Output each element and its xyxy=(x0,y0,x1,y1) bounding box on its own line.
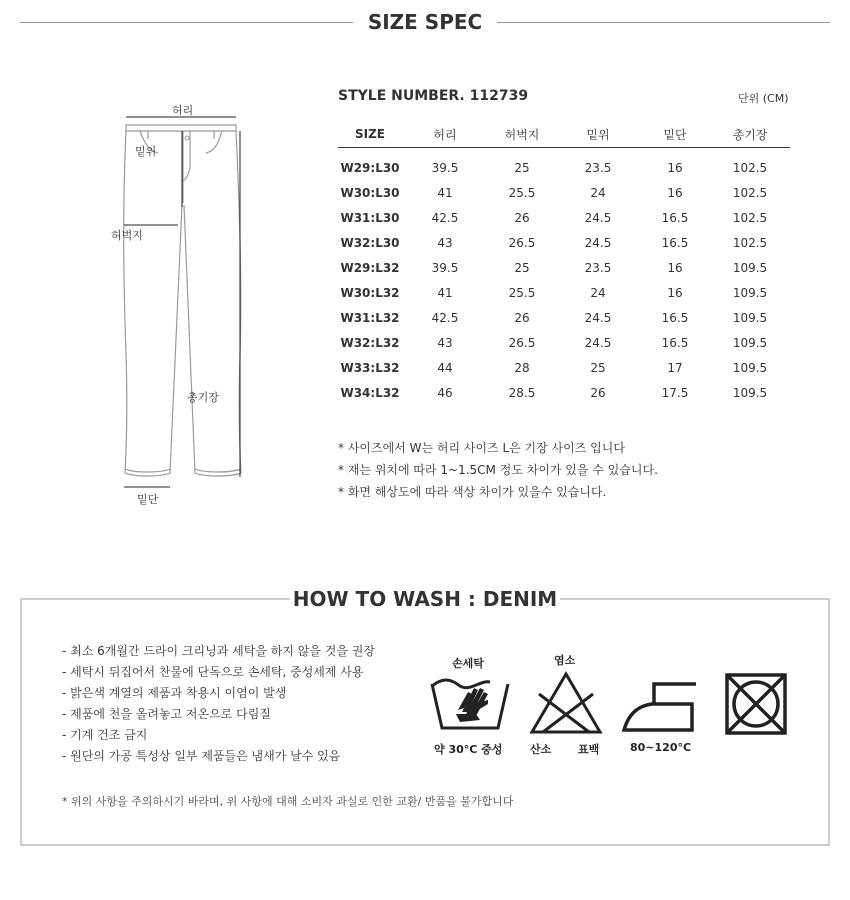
bleach-right-label: 표백 xyxy=(578,743,600,756)
table-row xyxy=(338,380,790,405)
diagram-label-thigh: 허벅지 xyxy=(111,229,143,242)
table-cell: 26.5 xyxy=(508,235,536,250)
table-cell: 26.5 xyxy=(508,335,536,350)
table-row xyxy=(338,147,790,180)
table-cell: 25.5 xyxy=(508,185,536,200)
table-row xyxy=(338,280,790,305)
wash-title: HOW TO WASH : DENIM xyxy=(292,587,558,611)
table-row xyxy=(338,205,790,230)
table-cell: 16 xyxy=(667,185,683,200)
size-note: * 사이즈에서 W는 허리 사이즈 L은 기장 사이즈 입니다 xyxy=(338,441,625,455)
table-cell: 23.5 xyxy=(584,160,612,175)
hand-wash-label: 손세탁 xyxy=(452,657,484,670)
wash-instructions xyxy=(62,641,375,767)
table-row xyxy=(338,230,790,255)
table-cell: 41 xyxy=(437,285,453,300)
no-bleach-icon xyxy=(529,670,603,736)
table-cell: 16 xyxy=(667,285,683,300)
table-cell: 16.5 xyxy=(661,310,689,325)
table-cell: 109.5 xyxy=(732,260,768,275)
table-cell: 24.5 xyxy=(584,310,612,325)
column-header: 총기장 xyxy=(710,122,790,147)
column-header: 허벅지 xyxy=(488,122,556,147)
wash-instruction: - 기계 건조 금지 xyxy=(62,728,148,742)
table-cell: 26 xyxy=(514,210,530,225)
table-cell: 44 xyxy=(437,360,453,375)
column-header: 밑단 xyxy=(640,122,710,147)
table-cell: 24 xyxy=(590,185,606,200)
wash-instruction: - 원단의 가공 특성상 일부 제품들은 냄새가 날수 있음 xyxy=(62,749,341,763)
table-cell: 41 xyxy=(437,185,453,200)
size-cell: W34:L32 xyxy=(340,385,400,400)
table-cell: 43 xyxy=(437,235,453,250)
diagram-label-waist: 허리 xyxy=(172,104,194,117)
table-cell: 24.5 xyxy=(584,210,612,225)
diagram-label-rise: 밑위 xyxy=(135,145,157,158)
table-header-row xyxy=(338,122,790,147)
wash-instruction: - 최소 6개월간 드라이 크리닝과 세탁을 하지 않을 것을 권장 xyxy=(62,644,375,658)
table-cell: 46 xyxy=(437,385,453,400)
jeans-diagram xyxy=(100,95,270,515)
size-cell: W29:L32 xyxy=(340,260,400,275)
table-cell: 25 xyxy=(514,160,530,175)
column-header: SIZE xyxy=(338,122,402,147)
table-cell: 16 xyxy=(667,260,683,275)
table-row xyxy=(338,330,790,355)
table-cell: 28 xyxy=(514,360,530,375)
size-notes xyxy=(338,437,658,503)
table-cell: 102.5 xyxy=(732,210,768,225)
iron-icon xyxy=(620,676,700,736)
table-cell: 28.5 xyxy=(508,385,536,400)
table-cell: 25 xyxy=(514,260,530,275)
unit-label: 단위 (CM) xyxy=(738,92,789,105)
table-cell: 39.5 xyxy=(431,260,459,275)
iron-temp-label: 80~120°C xyxy=(630,741,692,754)
size-cell: W32:L30 xyxy=(340,235,400,250)
table-row xyxy=(338,180,790,205)
size-spec-title: SIZE SPEC xyxy=(367,10,483,34)
table-cell: 25.5 xyxy=(508,285,536,300)
wash-note: * 위의 사항을 주의하시기 바라며, 위 사항에 대해 소비자 과실로 인한 교환/ 반품을 불가합니다 xyxy=(62,795,514,808)
diagram-label-hem: 밑단 xyxy=(137,493,159,506)
table-cell: 109.5 xyxy=(732,285,768,300)
table-cell: 17.5 xyxy=(661,385,689,400)
table-cell: 17 xyxy=(667,360,683,375)
oxygen-label: 산소 xyxy=(530,743,552,756)
wash-instruction: - 밝은색 계열의 제품과 착용시 이염이 발생 xyxy=(62,686,287,700)
no-tumble-dry-icon xyxy=(724,672,788,736)
table-cell: 24 xyxy=(590,285,606,300)
size-cell: W30:L30 xyxy=(340,185,400,200)
size-cell: W32:L32 xyxy=(340,335,400,350)
table-cell: 42.5 xyxy=(431,210,459,225)
table-cell: 43 xyxy=(437,335,453,350)
size-cell: W31:L32 xyxy=(340,310,400,325)
table-cell: 24.5 xyxy=(584,235,612,250)
size-cell: W30:L32 xyxy=(340,285,400,300)
table-cell: 26 xyxy=(590,385,606,400)
hand-wash-icon xyxy=(428,674,512,734)
wash-instruction: - 세탁시 뒤집어서 찬물에 단독으로 손세탁, 중성세제 사용 xyxy=(62,665,364,679)
table-cell: 26 xyxy=(514,310,530,325)
diagram-label-length: 총기장 xyxy=(187,391,219,404)
table-row xyxy=(338,305,790,330)
style-number: STYLE NUMBER. 112739 xyxy=(338,88,529,104)
table-cell: 16.5 xyxy=(661,210,689,225)
size-note: * 화면 해상도에 따라 색상 차이가 있을수 있습니다. xyxy=(338,485,607,499)
hand-wash-temp-label: 약 30°C 중성 xyxy=(434,743,503,756)
table-cell: 39.5 xyxy=(431,160,459,175)
table-cell: 109.5 xyxy=(732,335,768,350)
table-cell: 102.5 xyxy=(732,235,768,250)
column-header: 허리 xyxy=(402,122,488,147)
size-note: * 재는 위치에 따라 1~1.5CM 정도 차이가 있을 수 있습니다. xyxy=(338,463,658,477)
table-cell: 16.5 xyxy=(661,335,689,350)
table-cell: 102.5 xyxy=(732,185,768,200)
size-spec-table xyxy=(338,122,790,405)
table-cell: 24.5 xyxy=(584,335,612,350)
table-cell: 109.5 xyxy=(732,310,768,325)
column-header: 밑위 xyxy=(556,122,640,147)
bleach-label: 염소 xyxy=(554,654,576,667)
size-cell: W31:L30 xyxy=(340,210,400,225)
table-cell: 16.5 xyxy=(661,235,689,250)
table-cell: 23.5 xyxy=(584,260,612,275)
size-cell: W29:L30 xyxy=(340,160,400,175)
table-cell: 109.5 xyxy=(732,385,768,400)
table-cell: 25 xyxy=(590,360,606,375)
table-cell: 109.5 xyxy=(732,360,768,375)
table-cell: 42.5 xyxy=(431,310,459,325)
table-cell: 16 xyxy=(667,160,683,175)
table-cell: 102.5 xyxy=(732,160,768,175)
jeans-outline-icon xyxy=(100,95,270,515)
wash-instruction: - 제품에 천을 올려놓고 저온으로 다림질 xyxy=(62,707,271,721)
table-row xyxy=(338,255,790,280)
size-cell: W33:L32 xyxy=(340,360,400,375)
table-row xyxy=(338,355,790,380)
